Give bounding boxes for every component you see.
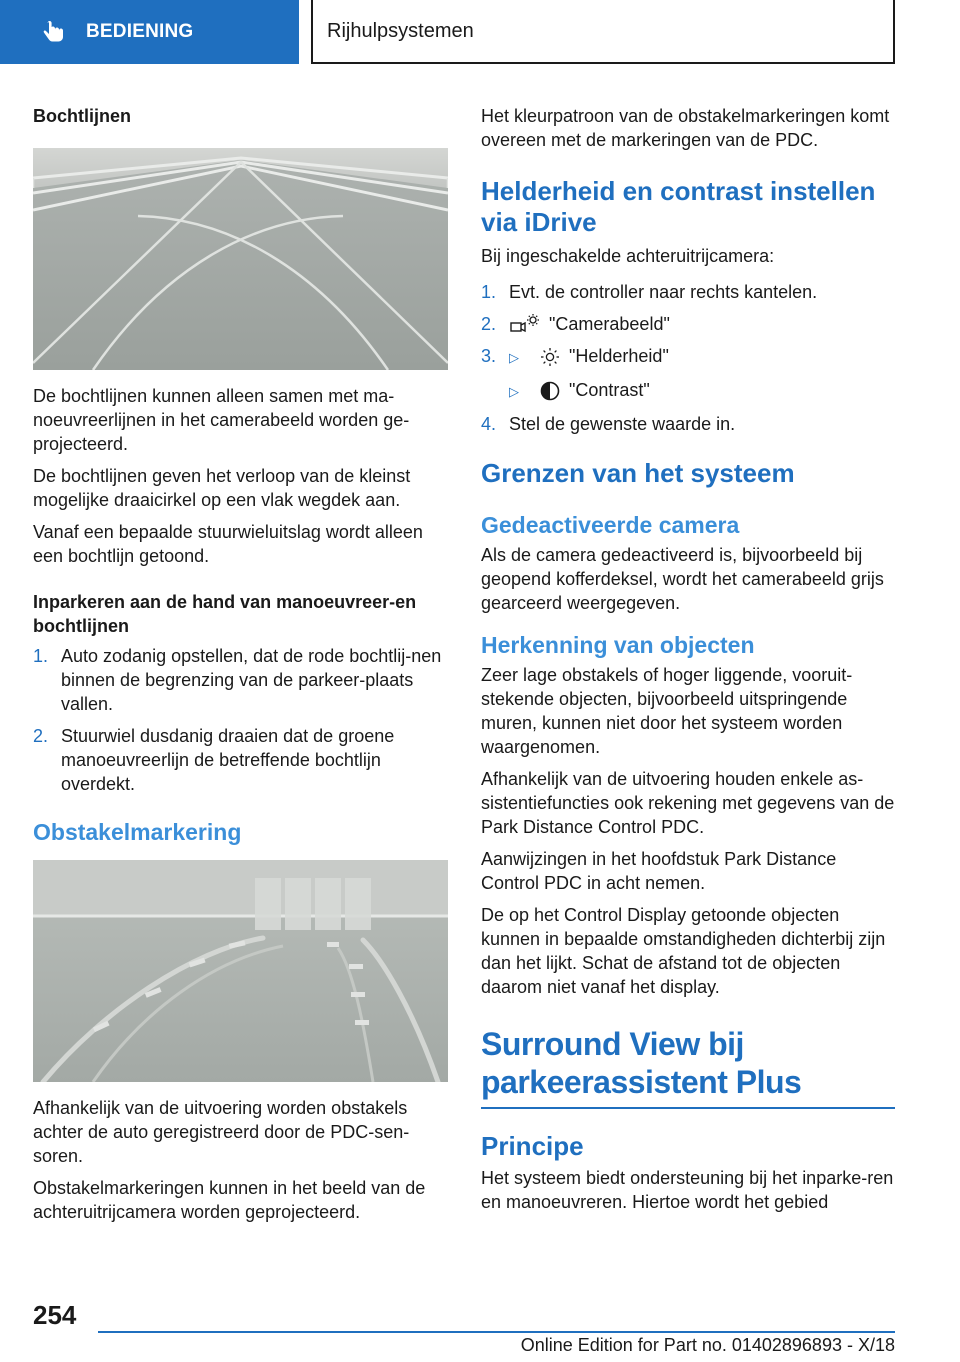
page-number: 254 — [33, 1300, 77, 1330]
step-text: "Helderheid" — [569, 346, 669, 366]
step-number: 1. — [481, 282, 497, 302]
contrast-icon — [539, 378, 569, 404]
list-item — [481, 412, 895, 436]
principe-heading: Principe — [481, 1131, 584, 1161]
step-text: "Contrast" — [569, 380, 650, 400]
step-number: 1. — [33, 646, 49, 666]
herkenning-heading: Herkenning van objecten — [481, 632, 755, 658]
step-text: Stel de gewenste waarde in. — [509, 414, 736, 434]
paragraph: Zeer lage obstakels of hoger liggende, vooruit-stekende objecten, bijvoorbeeld uitspringende muren, kunnen niet door het systeem worden waargenomen. — [481, 665, 853, 757]
list-item — [481, 312, 895, 336]
section-title: BEDIENING — [86, 21, 194, 42]
list-item — [33, 644, 448, 716]
list-item — [481, 280, 895, 304]
paragraph: Afhankelijk van de uitvoering worden obstakels achter de auto geregistreerd door de PDC-sen-soren. — [33, 1098, 410, 1166]
chapter-title: Rijhulpsystemen — [327, 19, 474, 42]
paragraph: Het systeem biedt ondersteuning bij het inparke-ren en manoeuvreren. Hiertoe wordt het gebied — [481, 1168, 894, 1212]
brightness-icon — [539, 344, 569, 370]
section-tab — [0, 0, 299, 64]
inparkeren-steps — [33, 644, 448, 796]
step-text: "Camerabeeld" — [549, 314, 670, 334]
list-item — [33, 724, 448, 796]
step-text: Evt. de controller naar rechts kantelen. — [509, 282, 818, 302]
helderheid-heading: Helderheid en contrast instellen via iDrive — [481, 176, 876, 237]
paragraph: Als de camera gedeactiveerd is, bijvoorbeeld bij geopend kofferdeksel, wordt het camerabeeld grijs gearceerd weergegeven. — [481, 545, 884, 613]
paragraph: Aanwijzingen in het hoofdstuk Park Distance Control PDC in acht nemen. — [481, 849, 837, 893]
step-text: Stuurwiel dusdanig draaien dat de groene manoeuvreerlijn de betreffende bochtlijn overdekt. — [61, 726, 395, 794]
grenzen-heading: Grenzen van het systeem — [481, 458, 795, 488]
paragraph: Bij ingeschakelde achteruitrijcamera: — [481, 246, 775, 266]
touch-hand-icon — [40, 18, 68, 46]
arrow-icon: ▷ — [509, 384, 519, 399]
obstakel-heading: Obstakelmarkering — [33, 819, 242, 845]
arrow-icon: ▷ — [509, 350, 519, 365]
paragraph: De bochtlijnen kunnen alleen samen met ma-noeuvreerlijnen in het camerabeeld worden ge-projecteerd. — [33, 386, 410, 454]
step-number: 2. — [33, 726, 49, 746]
paragraph: Obstakelmarkeringen kunnen in het beeld van de achteruitrijcamera worden geprojecteerd. — [33, 1178, 426, 1222]
surround-heading: Surround View bij parkeerassistent Plus — [481, 1026, 802, 1100]
paragraph: De bochtlijnen geven het verloop van de kleinst mogelijke draaicirkel op een vlak wegdek aan. — [33, 466, 411, 510]
step-text: Auto zodanig opstellen, dat de rode bochtlij-nen binnen de begrenzing van de parkeer-plaats vallen. — [61, 646, 442, 714]
gedeactiveerde-heading: Gedeactiveerde camera — [481, 512, 740, 538]
right-column — [481, 100, 895, 1222]
footer-divider — [98, 1331, 895, 1333]
figure-curve-lines — [33, 148, 448, 370]
list-item — [481, 344, 895, 370]
heading-divider — [481, 1107, 895, 1109]
paragraph: Vanaf een bepaalde stuurwieluitslag wordt alleen een bochtlijn getoond. — [33, 522, 423, 566]
chapter-tab — [311, 0, 895, 64]
edition-label: Online Edition for Part no. 01402896893 - X/18 — [520, 1335, 895, 1355]
camera-settings-icon — [509, 312, 549, 336]
step-number: 4. — [481, 414, 497, 434]
bochtlijnen-heading: Bochtlijnen — [33, 106, 131, 126]
list-item — [481, 378, 895, 404]
step-number: 3. — [481, 346, 497, 366]
left-column — [33, 100, 448, 1232]
step-number: 2. — [481, 314, 497, 334]
figure-obstacle-markings — [33, 860, 448, 1082]
helderheid-steps — [481, 280, 895, 436]
paragraph: Afhankelijk van de uitvoering houden enkele as-sistentiefuncties ook rekening met gegevens van de Park Distance Control PDC. — [481, 769, 895, 837]
paragraph: De op het Control Display getoonde objecten kunnen in bepaalde omstandigheden dichterbij zijn dan het lijkt. Schat de afstand tot de objecten daarom niet vanaf het display. — [481, 905, 886, 997]
paragraph: Het kleurpatroon van de obstakelmarkeringen komt overeen met de markeringen van de PDC. — [481, 106, 890, 150]
inparkeren-heading: Inparkeren aan de hand van manoeuvreer-en bochtlijnen — [33, 592, 417, 636]
